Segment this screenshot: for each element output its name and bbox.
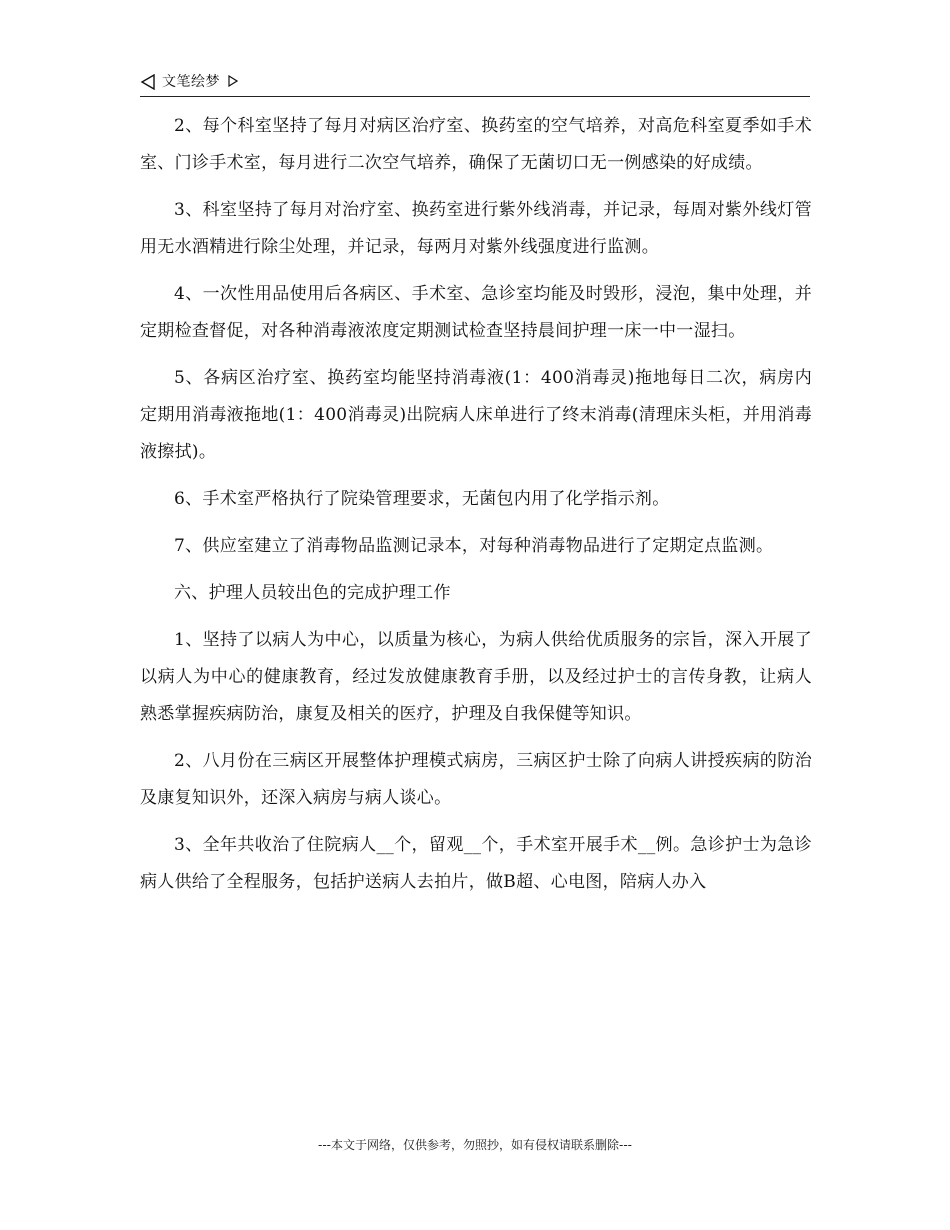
triangle-left-icon [140, 74, 156, 90]
paragraph: 2、八月份在三病区开展整体护理模式病房，三病区护士除了向病人讲授疾病的防治及康复知识外，还深入病房与病人谈心。 [140, 751, 812, 808]
triangle-right-icon [228, 75, 238, 87]
paragraph: 5、各病区治疗室、换药室均能坚持消毒液(1：400消毒灵)拖地每日二次，病房内定期用消毒液拖地(1：400消毒灵)出院病人床单进行了终末消毒(清理床头柜，并用消毒液擦拭)。 [140, 368, 812, 462]
paragraph: 6、手术室严格执行了院染管理要求，无菌包内用了化学指示剂。 [174, 489, 670, 509]
page-footer-notice: ---本文于网络，仅供参考，勿照抄，如有侵权请联系删除--- [318, 1138, 632, 1152]
brand-title: 文笔绘梦 [162, 74, 220, 90]
section-heading: 六、护理人员较出色的完成护理工作 [174, 583, 451, 603]
paragraph: 1、坚持了以病人为中心，以质量为核心，为病人供给优质服务的宗旨，深入开展了以病人为中心的健康教育，经过发放健康教育手册，以及经过护士的言传身教，让病人熟悉掌握疾病防治，康复及相关的医疗，护理及自我保健等知识。 [140, 630, 812, 724]
paragraph: 3、科室坚持了每月对治疗室、换药室进行紫外线消毒，并记录，每周对紫外线灯管用无水酒精进行除尘处理，并记录，每两月对紫外线强度进行监测。 [140, 200, 812, 257]
page-header [140, 72, 810, 97]
paragraph: 3、全年共收治了住院病人__个，留观__个，手术室开展手术__例。急诊护士为急诊病人供给了全程服务，包括护送病人去拍片，做B超、心电图，陪病人办入 [140, 835, 812, 892]
paragraph: 4、一次性用品使用后各病区、手术室、急诊室均能及时毁形，浸泡，集中处理，并定期检查督促，对各种消毒液浓度定期测试检查坚持晨间护理一床一中一湿扫。 [140, 284, 812, 341]
paragraph: 7、供应室建立了消毒物品监测记录本，对每种消毒物品进行了定期定点监测。 [174, 536, 774, 556]
document-body [140, 108, 812, 911]
paragraph: 2、每个科室坚持了每月对病区治疗室、换药室的空气培养，对高危科室夏季如手术室、门诊手术室，每月进行二次空气培养，确保了无菌切口无一例感染的好成绩。 [140, 116, 812, 173]
